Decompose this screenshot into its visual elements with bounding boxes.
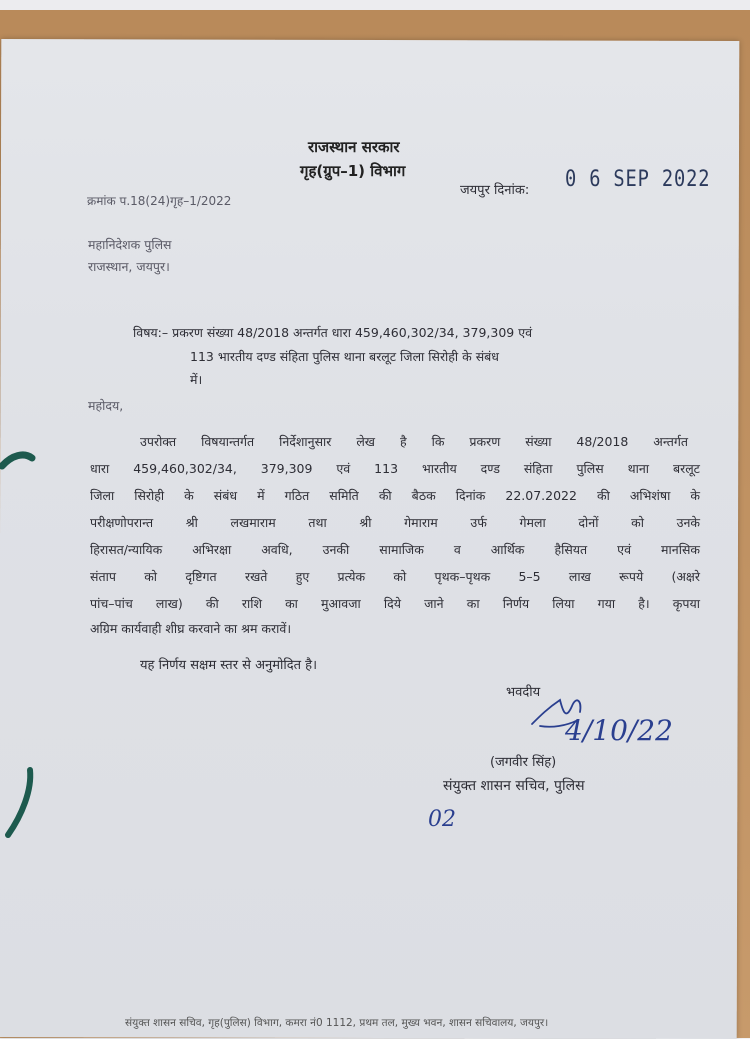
body-line: संताप को दृष्टिगत रखते हुए प्रत्येक को पृथक–पृथक 5–5 लाख रूपये (अक्षरे [90, 569, 700, 584]
date-stamp: 0 6 SEP 2022 [565, 167, 711, 192]
marker-stroke [8, 770, 30, 835]
salutation: महोदय, [88, 398, 124, 413]
subject-line-2: 113 भारतीय दण्ड संहिता पुलिस थाना बरलूट जिला सिरोही के संबंध [190, 349, 499, 364]
addressee-line-1: महानिदेशक पुलिस [88, 237, 172, 252]
svg-text:4/10/22: 4/10/22 [565, 714, 673, 747]
subject-line-3: में। [190, 372, 203, 387]
body-line: जिला सिरोही के संबंध में गठित समिति की बैठक दिनांक 22.07.2022 की अभिशंषा के [90, 488, 700, 503]
subject-line-1: विषय:– प्रकरण संख्या 48/2018 अन्तर्गत धारा 459,460,302/34, 379,309 एवं [133, 325, 533, 340]
body-line: अग्रिम कार्यवाही शीघ्र करवाने का श्रम करावें। [90, 621, 292, 636]
approval-note: यह निर्णय सक्षम स्तर से अनुमोदित है। [140, 658, 318, 673]
body-line: उपरोक्त विषयान्तर्गत निर्देशानुसार लेख है कि प्रकरण संख्या 48/2018 अन्तर्गत [140, 434, 688, 449]
header-government: राजस्थान सरकार [308, 138, 400, 156]
handwritten-date [564, 714, 673, 747]
date-label: जयपुर दिनांक: [460, 183, 530, 198]
body-line: पांच–पांच लाख) की राशि का मुआवजा दिये जाने का निर्णय लिया गया है। कृपया [90, 596, 700, 611]
body-line: परीक्षणोपरान्त श्री लखमाराम तथा श्री गेमाराम उर्फ गेमला दोनों को उनके [90, 515, 700, 530]
addressee-line-2: राजस्थान, जयपुर। [88, 259, 170, 274]
reference-number: क्रमांक प.18(24)गृह–1/2022 [87, 194, 232, 208]
handwritten-annotation: 02 [428, 807, 456, 832]
body-line: हिरासत/न्यायिक अभिरक्षा अवधि, उनकी सामाजिक व आर्थिक हैसियत एवं मानसिक [90, 542, 700, 557]
signatory-name: (जगवीर सिंह) [490, 755, 557, 770]
header-department: गृह(ग्रुप–1) विभाग [300, 162, 406, 180]
marker-stroke [2, 455, 32, 466]
closing-word: भवदीय [506, 685, 541, 700]
body-line: धारा 459,460,302/34, 379,309 एवं 113 भारतीय दण्ड संहिता पुलिस थाना बरलूट [90, 461, 700, 476]
signatory-designation: संयुक्त शासन सचिव, पुलिस [443, 778, 585, 794]
footer-address: संयुक्त शासन सचिव, गृह(पुलिस) विभाग, कमरा नं0 1112, प्रथम तल, मुख्य भवन, शासन सचिवालय, जयपुर। [125, 1017, 549, 1029]
